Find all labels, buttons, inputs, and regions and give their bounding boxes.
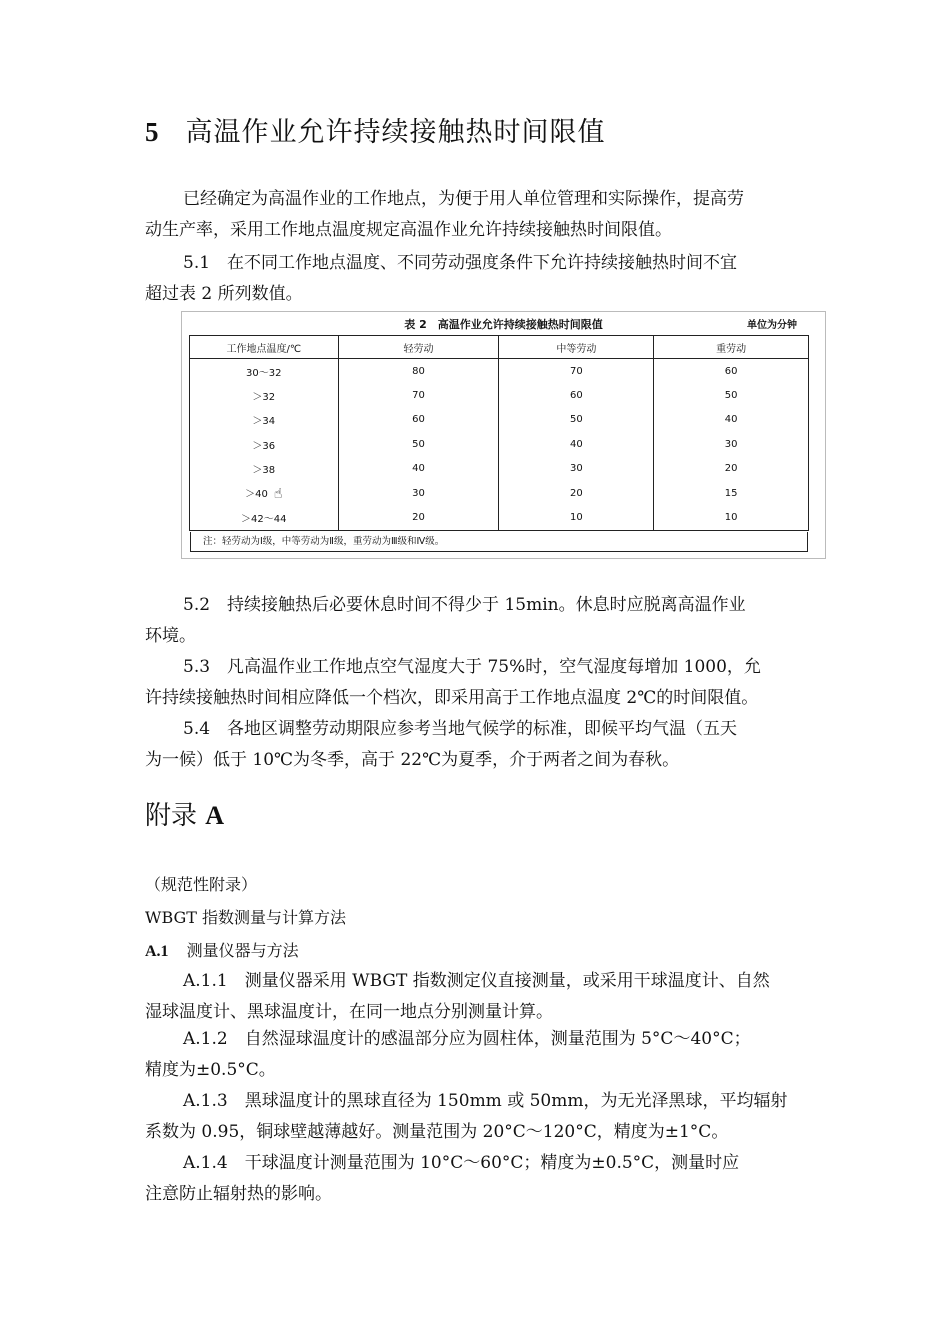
clause-a11-line-1: A.1.1 测量仪器采用 WBGT 指数测定仪直接测量，或采用干球温度计、自然 bbox=[183, 971, 770, 991]
clause-5-4-line-2: 为一候）低于 10℃为冬季，高于 22℃为夏季，介于两者之间为春秋。 bbox=[145, 750, 680, 770]
clause-a14 bbox=[145, 1148, 813, 1210]
table-row bbox=[190, 408, 809, 432]
heavy-cell: 20 bbox=[654, 457, 809, 481]
table-row bbox=[190, 383, 809, 407]
intro-paragraph bbox=[145, 184, 813, 246]
table-row bbox=[190, 359, 809, 384]
temp-cell: ＞32 bbox=[190, 383, 339, 407]
clause-a1-number: A.1 bbox=[145, 943, 169, 960]
clause-5-3-line-1: 5.3 凡高温作业工作地点空气湿度大于 75%时，空气湿度每增加 1000，允 bbox=[183, 657, 761, 677]
heavy-cell: 40 bbox=[654, 408, 809, 432]
table-row bbox=[190, 457, 809, 481]
section-title: 高温作业允许持续接触热时间限值 bbox=[185, 117, 606, 148]
light-cell: 50 bbox=[338, 432, 499, 456]
moderate-cell: 70 bbox=[499, 359, 654, 384]
light-cell: 20 bbox=[338, 505, 499, 530]
clause-a12-line-1: A.1.2 自然湿球温度计的感温部分应为圆柱体，测量范围为 5°C～40°C； bbox=[183, 1029, 751, 1049]
clause-5-4 bbox=[145, 714, 813, 776]
appendix-kind: （规范性附录） bbox=[145, 875, 258, 894]
moderate-cell: 60 bbox=[499, 383, 654, 407]
intro-line-1: 已经确定为高温作业的工作地点，为便于用人单位管理和实际操作，提高劳 bbox=[183, 189, 744, 209]
clause-a1-title: 测量仪器与方法 bbox=[186, 941, 299, 960]
header-light-labor: 轻劳动 bbox=[338, 336, 499, 359]
appendix-prefix: 附录 bbox=[145, 801, 198, 831]
light-cell: 60 bbox=[338, 408, 499, 432]
light-cell: 30 bbox=[338, 481, 499, 505]
clause-a12 bbox=[145, 1024, 813, 1086]
clause-5-4-line-1: 5.4 各地区调整劳动期限应参考当地气候学的标准，即候平均气温（五天 bbox=[183, 719, 738, 739]
clause-a1-heading bbox=[145, 938, 299, 961]
appendix-heading bbox=[145, 795, 224, 832]
heavy-cell: 10 bbox=[654, 505, 809, 530]
clause-5-1 bbox=[145, 248, 813, 310]
clause-a13-line-2: 系数为 0.95，铜球壁越薄越好。测量范围为 20°C～120°C，精度为±1°C。 bbox=[145, 1122, 729, 1142]
table-row bbox=[190, 481, 809, 505]
appendix-letter: A bbox=[205, 801, 225, 830]
table-row bbox=[190, 432, 809, 456]
clause-a13 bbox=[145, 1086, 813, 1148]
clause-5-1-line-2: 超过表 2 所列数值。 bbox=[145, 284, 303, 304]
light-cell: 40 bbox=[338, 457, 499, 481]
heavy-cell: 60 bbox=[654, 359, 809, 384]
table-header-row bbox=[190, 336, 809, 359]
moderate-cell: 50 bbox=[499, 408, 654, 432]
section-heading bbox=[145, 110, 606, 149]
clause-5-3-line-2: 许持续接触热时间相应降低一个档次，即采用高于工作地点温度 2℃的时间限值。 bbox=[145, 688, 759, 708]
temp-value: ＞40 bbox=[245, 488, 268, 500]
clause-a14-line-2: 注意防止辐射热的影响。 bbox=[145, 1184, 332, 1204]
table-row bbox=[190, 505, 809, 530]
clause-5-2-line-2: 环境。 bbox=[145, 626, 196, 646]
temp-cell bbox=[190, 481, 339, 505]
moderate-cell: 20 bbox=[499, 481, 654, 505]
header-heavy-labor: 重劳动 bbox=[654, 336, 809, 359]
clause-5-3 bbox=[145, 652, 813, 714]
moderate-cell: 40 bbox=[499, 432, 654, 456]
light-cell: 70 bbox=[338, 383, 499, 407]
clause-a11-line-2: 湿球温度计、黑球温度计，在同一地点分别测量计算。 bbox=[145, 1002, 553, 1022]
clause-a12-line-2: 精度为±0.5°C。 bbox=[145, 1060, 276, 1080]
hand-pointer-icon: ☝ bbox=[273, 485, 283, 502]
clause-5-2-line-1: 5.2 持续接触热后必要休息时间不得少于 15min。休息时应脱离高温作业 bbox=[183, 595, 746, 615]
clause-a11 bbox=[145, 966, 813, 1028]
light-cell: 80 bbox=[338, 359, 499, 384]
moderate-cell: 30 bbox=[499, 457, 654, 481]
header-moderate-labor: 中等劳动 bbox=[499, 336, 654, 359]
section-number: 5 bbox=[145, 117, 160, 147]
table-2-image bbox=[181, 311, 826, 559]
heavy-cell: 30 bbox=[654, 432, 809, 456]
table-caption: 表 2 高温作业允许持续接触热时间限值 bbox=[404, 318, 603, 331]
moderate-cell: 10 bbox=[499, 505, 654, 530]
temp-cell: ＞38 bbox=[190, 457, 339, 481]
heavy-cell: 50 bbox=[654, 383, 809, 407]
table-2 bbox=[189, 335, 809, 531]
temp-cell: 30～32 bbox=[190, 359, 339, 384]
clause-5-2 bbox=[145, 590, 813, 652]
clause-5-1-line-1: 5.1 在不同工作地点温度、不同劳动强度条件下允许持续接触热时间不宜 bbox=[183, 253, 738, 273]
clause-a14-line-1: A.1.4 干球温度计测量范围为 10°C～60°C；精度为±0.5°C，测量时应 bbox=[183, 1153, 740, 1173]
header-temperature: 工作地点温度/℃ bbox=[190, 336, 339, 359]
heavy-cell: 15 bbox=[654, 481, 809, 505]
table-note: 注：轻劳动为Ⅰ级，中等劳动为Ⅱ级，重劳动为Ⅲ级和Ⅳ级。 bbox=[190, 532, 808, 552]
clause-a13-line-1: A.1.3 黑球温度计的黑球直径为 150mm 或 50mm，为无光泽黑球，平均辐射 bbox=[183, 1091, 788, 1111]
temp-cell: ＞36 bbox=[190, 432, 339, 456]
appendix-subtitle: WBGT 指数测量与计算方法 bbox=[145, 908, 347, 927]
intro-line-2: 动生产率，采用工作地点温度规定高温作业允许持续接触热时间限值。 bbox=[145, 220, 672, 240]
temp-cell: ＞34 bbox=[190, 408, 339, 432]
table-unit: 单位为分钟 bbox=[747, 320, 797, 331]
temp-cell: ＞42～44 bbox=[190, 505, 339, 530]
